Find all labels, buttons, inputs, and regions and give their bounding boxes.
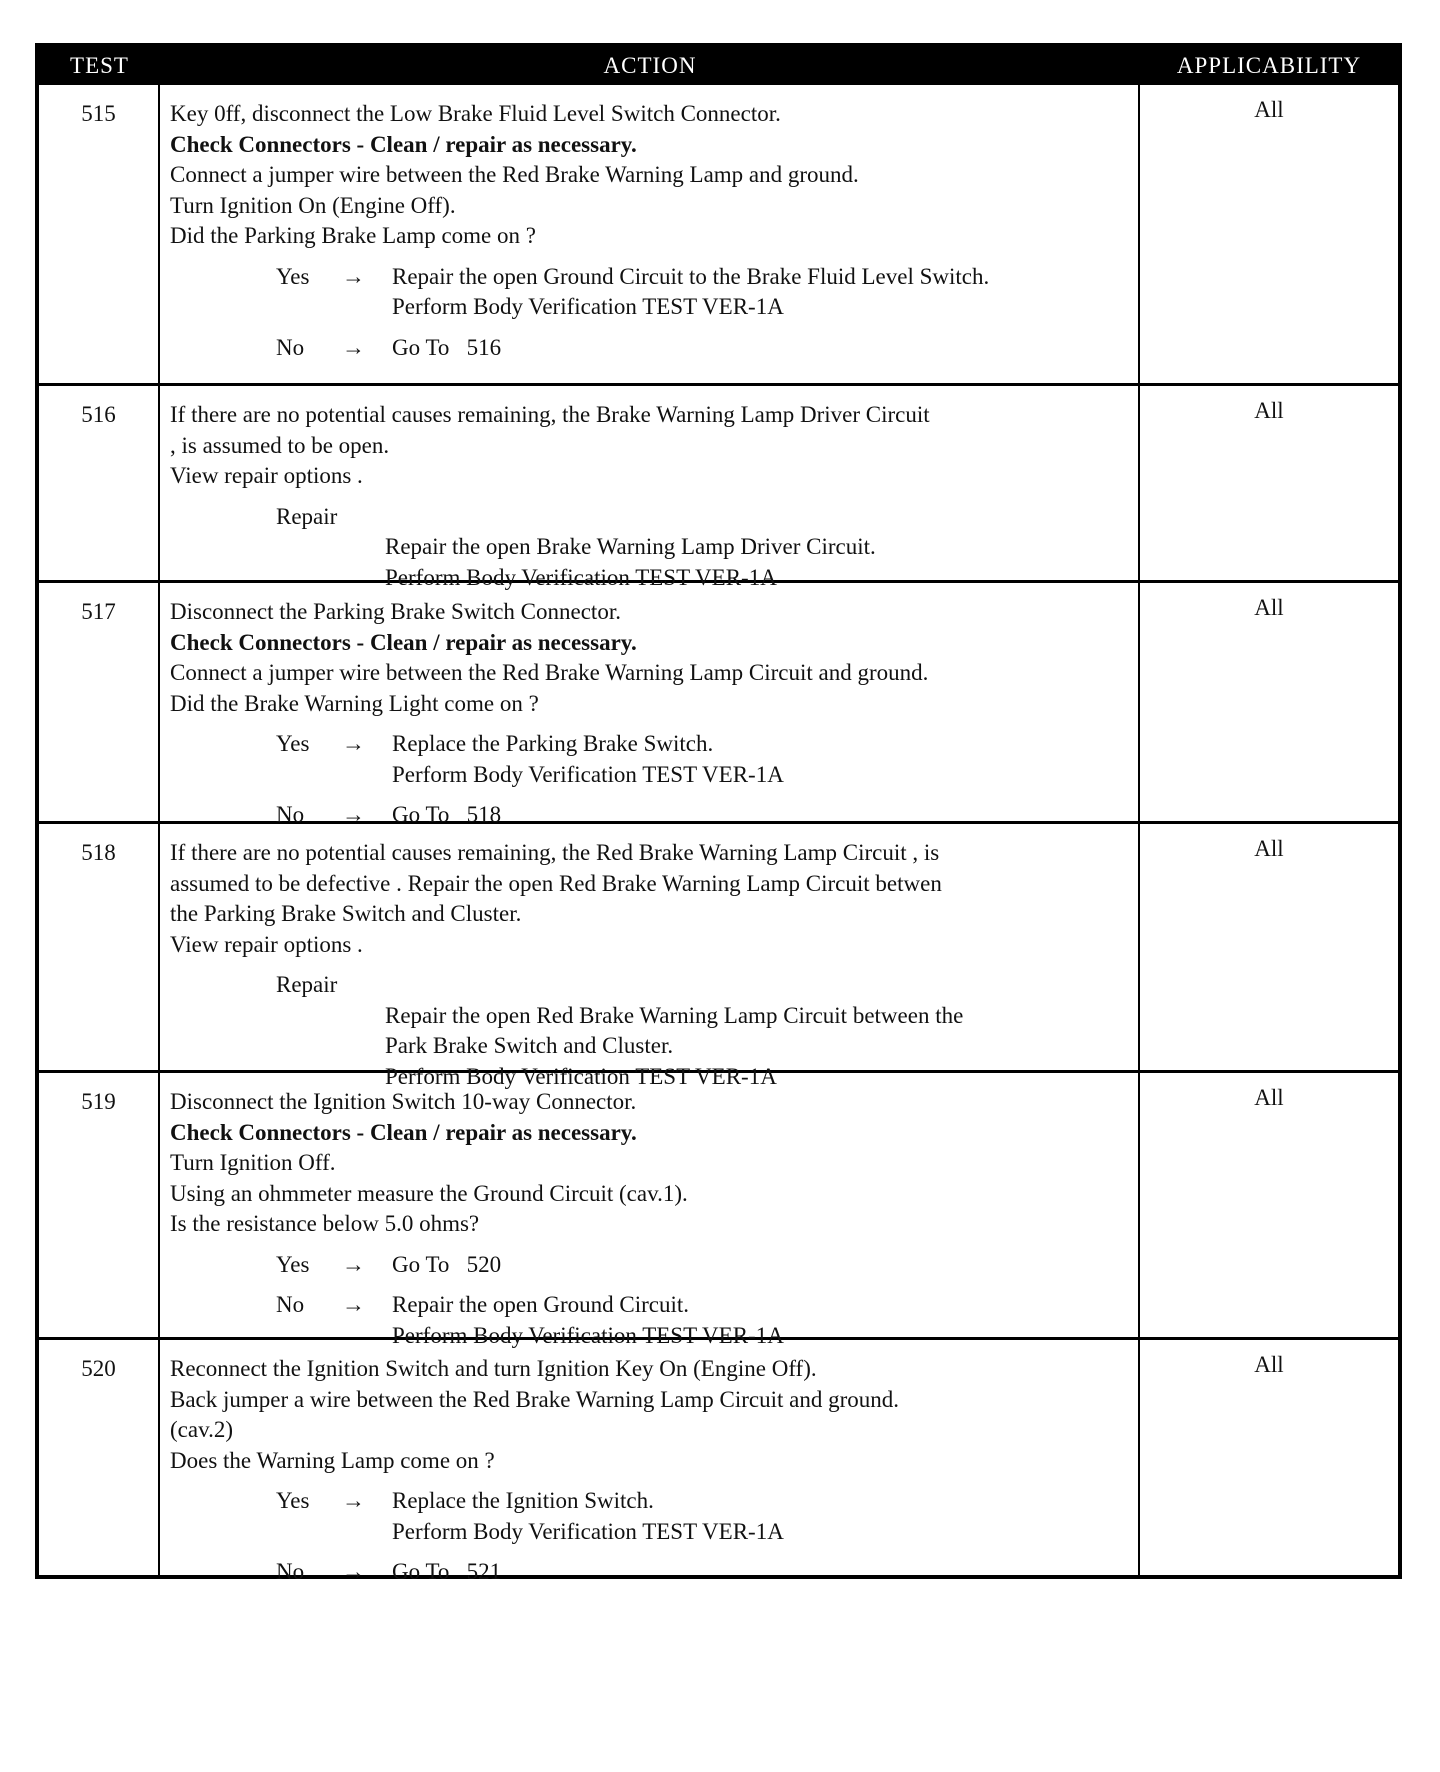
answer-line: Go To 518	[392, 802, 502, 827]
instruction-line: Did the Parking Brake Lamp come on ?	[170, 223, 536, 248]
instruction-line: Key 0ff, disconnect the Low Brake Fluid Level Switch Connector.	[170, 101, 781, 126]
instruction-line: Disconnect the Ignition Switch 10-way Connector.	[170, 1089, 637, 1114]
answer-no	[170, 333, 1138, 364]
header-action: ACTION	[603, 53, 697, 78]
answer-label: No	[276, 1292, 305, 1317]
instruction-line: Turn Ignition On (Engine Off).	[170, 192, 456, 218]
answer-line: Go To 516	[392, 334, 502, 360]
answer-line: Perform Body Verification TEST VER-1A	[392, 761, 784, 787]
repair-line: Perform Body Verification TEST VER-1A	[385, 1063, 777, 1089]
arrow-right-icon: →	[342, 334, 365, 360]
repair-line: Perform Body Verification TEST VER-1A	[385, 564, 777, 590]
instruction-bold-line: Check Connectors - Clean / repair as necessary.	[170, 629, 637, 655]
applicability-value: All	[1254, 97, 1284, 122]
arrow-right-icon: →	[342, 1292, 365, 1317]
test-number: 515	[39, 85, 160, 383]
answer-line: Go To 520	[392, 1251, 502, 1277]
applicability-value: All	[1254, 1352, 1284, 1377]
instruction-line: Did the Brake Warning Light come on ?	[170, 690, 539, 716]
answer-label: No	[276, 334, 305, 360]
repair-line: Park Brake Switch and Cluster.	[385, 1033, 674, 1058]
arrow-right-icon: →	[342, 1488, 365, 1513]
arrow-right-icon: →	[342, 263, 365, 289]
test-number: 520	[39, 1340, 160, 1575]
table-body	[39, 85, 1398, 1584]
answer-label: Yes	[276, 731, 310, 756]
table-row	[39, 1070, 1398, 1348]
answer-line: Perform Body Verification TEST VER-1A	[392, 294, 784, 319]
action-cell	[160, 1340, 1140, 1584]
repair-label: Repair	[276, 503, 338, 529]
answer-label: Yes	[276, 1488, 310, 1513]
instruction-line: Does the Warning Lamp come on ?	[170, 1447, 495, 1473]
diagnostic-table	[35, 43, 1402, 1584]
instruction-line: assumed to be defective . Repair the open Red Brake Warning Lamp Circuit betwen	[170, 870, 942, 896]
instruction-line: Reconnect the Ignition Switch and turn Ignition Key On (Engine Off).	[170, 1356, 817, 1381]
instruction-line: Back jumper a wire between the Red Brake Warning Lamp Circuit and ground.	[170, 1386, 900, 1412]
answer-yes	[170, 1250, 1138, 1281]
answer-text	[392, 262, 1138, 323]
applicability-value: All	[1254, 1085, 1284, 1110]
answer-text	[392, 1557, 1138, 1588]
answer-text	[392, 333, 1138, 364]
answer-line: Replace the Parking Brake Switch.	[392, 731, 714, 756]
answer-text	[392, 729, 1138, 790]
repair-line: Repair the open Red Brake Warning Lamp Circuit between the	[385, 1002, 964, 1028]
instruction-line: (cav.2)	[170, 1417, 233, 1442]
instruction-bold-line: Check Connectors - Clean / repair as necessary.	[170, 1119, 637, 1145]
instruction-line: Using an ohmmeter measure the Ground Circuit (cav.1).	[170, 1180, 688, 1206]
table-row	[39, 383, 1398, 590]
instruction-line: View repair options .	[170, 463, 363, 488]
answer-yes	[170, 729, 1138, 790]
answer-yes	[170, 1486, 1138, 1547]
header-applicability: APPLICABILITY	[1176, 53, 1362, 78]
test-number: 517	[39, 583, 160, 821]
table-row	[39, 85, 1398, 383]
arrow-right-icon: →	[342, 731, 365, 756]
arrow-right-icon: →	[342, 802, 365, 827]
applicability-value: All	[1254, 836, 1284, 861]
repair-line: Repair the open Brake Warning Lamp Driver Circuit.	[385, 534, 876, 559]
instruction-line: View repair options .	[170, 931, 363, 957]
answer-label: Yes	[276, 263, 310, 289]
applicability-value: All	[1254, 398, 1284, 423]
answer-line: Repair the open Ground Circuit to the Brake Fluid Level Switch.	[392, 263, 990, 289]
answer-line: Replace the Ignition Switch.	[392, 1488, 654, 1513]
test-number: 518	[39, 824, 160, 1070]
answer-text	[392, 1486, 1138, 1547]
action-cell	[160, 583, 1140, 827]
answer-line: Perform Body Verification TEST VER-1A	[392, 1322, 784, 1348]
instruction-line: If there are no potential causes remaining, the Brake Warning Lamp Driver Circuit	[170, 402, 930, 427]
answer-text	[392, 1250, 1138, 1281]
repair-label: Repair	[276, 972, 338, 997]
instruction-line: Connect a jumper wire between the Red Brake Warning Lamp and ground.	[170, 162, 859, 187]
action-cell	[160, 1073, 1140, 1348]
action-cell	[160, 824, 1140, 1089]
table-row	[39, 821, 1398, 1089]
applicability-value: All	[1254, 595, 1284, 620]
arrow-right-icon: →	[342, 1559, 365, 1584]
instruction-line: Turn Ignition Off.	[170, 1150, 336, 1175]
test-number: 516	[39, 386, 160, 580]
instruction-line: Is the resistance below 5.0 ohms?	[170, 1211, 480, 1236]
answer-line: Go To 521	[392, 1559, 502, 1584]
instruction-line: If there are no potential causes remaining, the Red Brake Warning Lamp Circuit , is	[170, 840, 940, 865]
answer-yes	[170, 262, 1138, 323]
header-test: TEST	[70, 53, 129, 78]
instruction-line: Connect a jumper wire between the Red Brake Warning Lamp Circuit and ground.	[170, 660, 929, 685]
answer-no	[170, 1557, 1138, 1588]
table-row	[39, 580, 1398, 827]
instruction-line: , is assumed to be open.	[170, 432, 390, 458]
answer-label: No	[276, 1559, 305, 1584]
action-cell	[160, 386, 1140, 590]
answer-line: Perform Body Verification TEST VER-1A	[392, 1518, 784, 1544]
answer-line: Repair the open Ground Circuit.	[392, 1292, 690, 1317]
table-row	[39, 1337, 1398, 1584]
instruction-bold-line: Check Connectors - Clean / repair as necessary.	[170, 131, 637, 157]
action-cell	[160, 85, 1140, 383]
instruction-line: Disconnect the Parking Brake Switch Connector.	[170, 599, 621, 624]
repair-block	[170, 502, 1138, 594]
answer-label: No	[276, 802, 305, 827]
answer-label: Yes	[276, 1251, 310, 1277]
instruction-line: the Parking Brake Switch and Cluster.	[170, 901, 522, 926]
arrow-right-icon: →	[342, 1251, 365, 1277]
test-number: 519	[39, 1073, 160, 1337]
table-header	[39, 47, 1398, 85]
